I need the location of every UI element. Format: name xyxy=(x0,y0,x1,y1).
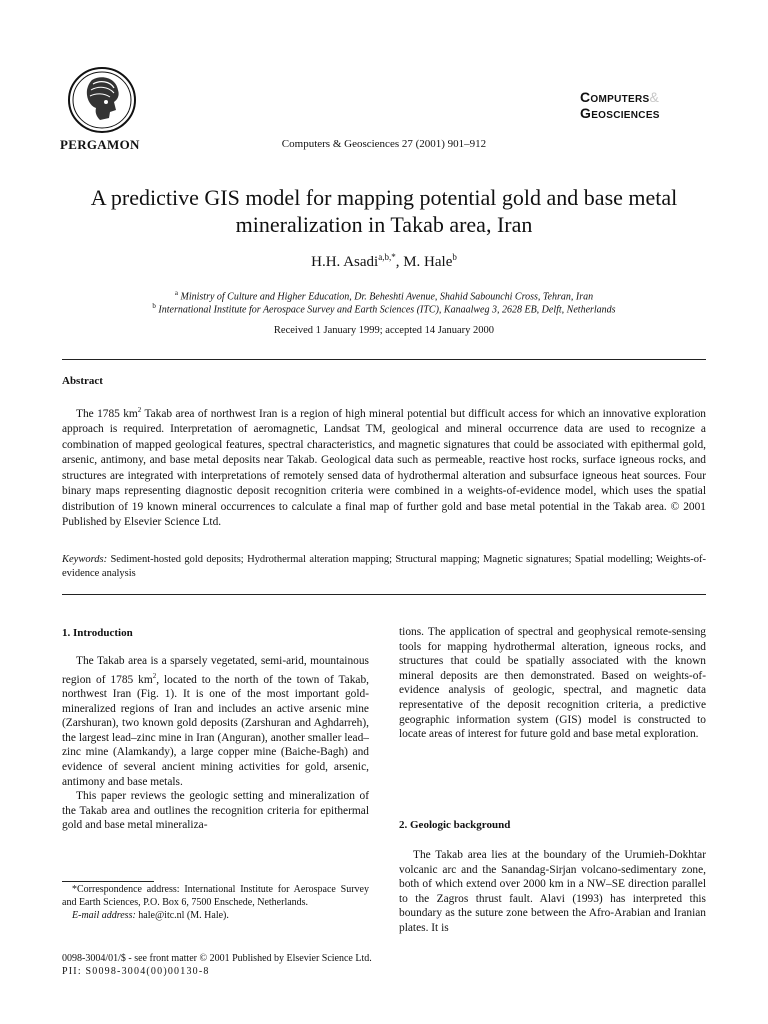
footnote xyxy=(62,883,369,922)
abstract-text-part: Takab area of northwest Iran is a region of high mineral potential but difficult access for which an innovative exploration approach is required. Interpretation of aeromagnetic, Landsat TM, geological and mineral occurrence data are used to recognize a combination of mapped geological features, spectral characteristics, and magnetic signatures that could be associated with epithermal gold, arsenic, antimony, and base metal deposits near Takab. Geological data such as permeable, reactive host rocks, surface igneous rocks, and structures are integrated with interpretations of remotely sensed data of hydrothermal alteration and subsurface igneous heat sources. Four binary maps representing diagnostic deposit recognition criteria were combined in a weights-of-evidence model, which uses the spatial distribution of 19 known mineral occurrences to calculate a final map of further gold and base metal potential in the Takab area. © 2001 Published by Elsevier Science Ltd. xyxy=(62,407,706,529)
section-heading-introduction: 1. Introduction xyxy=(62,627,133,639)
publisher-logo xyxy=(62,66,142,134)
abstract-text xyxy=(62,403,706,531)
journal-logo-word-1: Computers xyxy=(580,89,650,105)
paragraph-text: , located to the north of the town of Takab, northwest Iran (Fig. 1). It is one of the most important gold-mineralized regions of Iran and includes an active arsenic mine (Zarshuran), two known gold deposits (Zarshuran and Aghdarreh), the largest lead–zinc mine in Iran (Anguran), another smaller lead–zinc mine (Alamkandy), a large copper mine (Baiche-Bagh) and evidence of several ancient mining activities for gold, arsenic, antimony and base metals. xyxy=(62,673,369,788)
page-footer xyxy=(62,952,372,978)
paragraph: The Takab area lies at the boundary of the Urumieh-Dokhtar volcanic arc and the Sanandag-Sirjan volcano-sedimentary zone, both of which extend over 2000 km in a NW–SE direction parallel to the Zagros thrust fault. Alavi (1993) has interpreted this boundary as the suture zone between the Afro-Arabian and Iranian plates. It is xyxy=(399,849,706,934)
affiliation-mark: b xyxy=(152,302,156,310)
email-note xyxy=(62,909,369,922)
received-dates: Received 1 January 1999; accepted 14 January 2000 xyxy=(273,325,495,336)
author-list xyxy=(0,252,768,271)
journal-logo-ampersand: & xyxy=(649,89,660,105)
paragraph: This paper reviews the geologic setting and mineralization of the Takab area and outlines the recognition criteria for epithermal gold and base metal mineraliza- xyxy=(62,790,369,832)
author-name: H.H. Asadi xyxy=(311,254,379,270)
divider xyxy=(62,359,706,360)
superscript: 2 xyxy=(152,671,157,680)
paragraph-text: The Takab area is a sparsely vegetated, semi-arid, mountainous region of 1785 km xyxy=(62,655,369,686)
correspondence-note: *Correspondence address: International Institute for Aerospace Survey and Earth Sciences, P.O. Box 6, 7500 Enschede, Netherlands. xyxy=(62,884,369,908)
author-name: M. Hale xyxy=(403,254,453,270)
journal-logo-word-2: Geosciences xyxy=(580,105,660,121)
affiliation-a xyxy=(0,289,768,302)
introduction-body xyxy=(62,654,369,833)
abstract-heading: Abstract xyxy=(62,375,103,387)
affiliation-text: International Institute for Aerospace Survey and Earth Sciences (ITC), Kanaalweg 3, 2628 EB, Delft, Netherlands xyxy=(158,304,616,316)
journal-citation: Computers & Geosciences 27 (2001) 901–912 xyxy=(281,138,487,150)
publisher-name: PERGAMON xyxy=(60,137,140,152)
abstract-text-part: The 1785 km xyxy=(76,407,138,420)
introduction-continued xyxy=(399,625,706,742)
superscript: 2 xyxy=(137,406,142,414)
author-separator: , xyxy=(395,254,404,270)
author-affiliation-marks: b xyxy=(452,252,457,262)
pii-line: PII: S0098-3004(00)00130-8 xyxy=(62,966,210,977)
divider xyxy=(62,594,706,595)
affiliation-b xyxy=(0,302,768,315)
article-title: A predictive GIS model for mapping potential gold and base metal mineralization in Takab area, Iran xyxy=(90,185,678,237)
paragraph: tions. The application of spectral and geophysical remote-sensing tools for mapping hydrothermal alteration, igneous rocks, and structures that could be spatially associated with the known mineral deposits are then demonstrated. Based on weights-of-evidence analysis of geologic, spectral, and magnetic data representative of the deposit recognition criteria, a predictive geographic information system (GIS) model is constructed to locate areas of interest for future gold and base metal exploration. xyxy=(399,626,706,741)
journal-logo xyxy=(580,89,700,121)
section-heading-geologic-background: 2. Geologic background xyxy=(399,819,511,831)
keywords xyxy=(62,553,706,581)
affiliation-mark: a xyxy=(174,289,179,297)
copyright-line: 0098-3004/01/$ - see front matter © 2001 Published by Elsevier Science Ltd. xyxy=(62,953,372,964)
keywords-label: Keywords: xyxy=(62,554,108,565)
footnote-divider xyxy=(62,881,154,882)
email-label: E-mail address: xyxy=(72,910,136,921)
affiliation-text: Ministry of Culture and Higher Education, Dr. Beheshti Avenue, Shahid Sabounchi Cross, Tehran, Iran xyxy=(180,291,594,303)
paragraph xyxy=(62,654,369,789)
author-affiliation-marks: a,b,* xyxy=(378,252,396,262)
email-address: hale@itc.nl (M. Hale). xyxy=(135,910,229,921)
geologic-background-body xyxy=(399,848,706,936)
keywords-list: Sediment-hosted gold deposits; Hydrothermal alteration mapping; Structural mapping; Magnetic signatures; Spatial modelling; Weights-of-evidence analysis xyxy=(62,554,706,579)
